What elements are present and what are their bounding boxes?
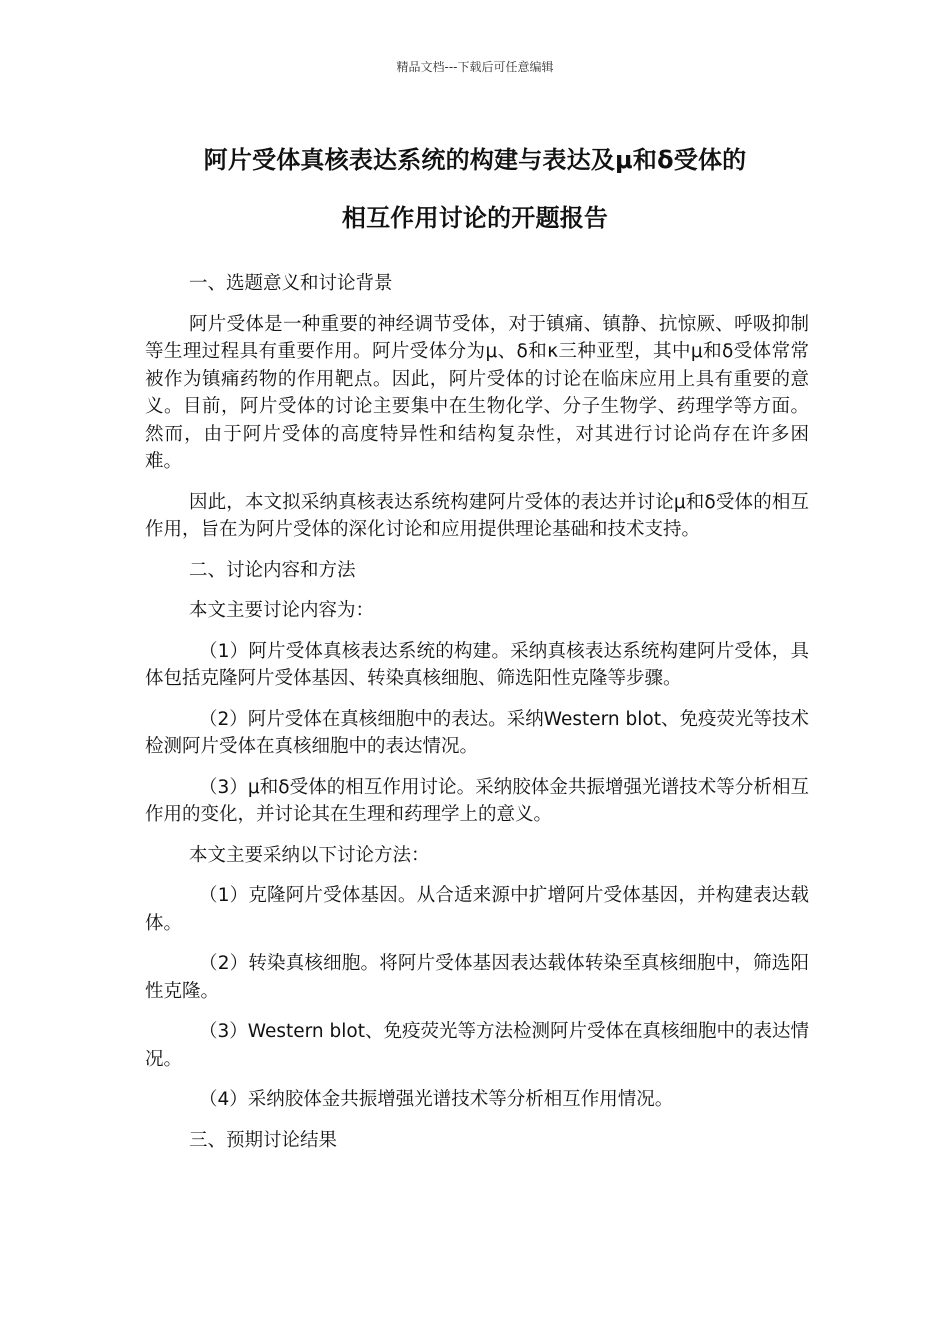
section-3-heading: 三、预期讨论结果	[189, 1129, 338, 1151]
content-item-1: （1）阿片受体真核表达系统的构建。采纳真核表达系统构建阿片受体，具体包括克隆阿片受体基因、转染真核细胞、筛选阳性克隆等步骤。	[145, 640, 809, 689]
document-title	[140, 131, 810, 247]
section-1-heading: 一、选题意义和讨论背景	[189, 273, 393, 294]
title-line-2: 相互作用讨论的开题报告	[341, 204, 609, 232]
section-1-paragraph-2: 因此，本文拟采纳真核表达系统构建阿片受体的表达并讨论μ和δ受体的相互作用，旨在为阿片受体的深化讨论和应用提供理论基础和技术支持。	[145, 491, 809, 540]
section-1-paragraph-1: 阿片受体是一种重要的神经调节受体，对于镇痛、镇静、抗惊厥、呼吸抑制等生理过程具有重要作用。阿片受体分为μ、δ和κ三种亚型，其中μ和δ受体常常被作为镇痛药物的作用靶点。因此，阿片受体的讨论在临床应用上具有重要的意义。目前，阿片受体的讨论主要集中在生物化学、分子生物学、药理学等方面。然而，由于阿片受体的高度特异性和结构复杂性，对其进行讨论尚存在许多困难。	[145, 313, 809, 472]
content-item-3: （3）μ和δ受体的相互作用讨论。采纳胶体金共振增强光谱技术等分析相互作用的变化，并讨论其在生理和药理学上的意义。	[145, 776, 809, 825]
title-line-1: 阿片受体真核表达系统的构建与表达及μ和δ受体的	[203, 146, 747, 174]
page-header: 精品文档---下载后可任意编辑	[396, 60, 554, 74]
document-body	[145, 270, 809, 1167]
method-item-3: （3）Western blot、免疫荧光等方法检测阿片受体在真核细胞中的表达情况。	[145, 1021, 809, 1070]
section-2-heading: 二、讨论内容和方法	[189, 559, 356, 581]
methods-intro: 本文主要采纳以下讨论方法：	[189, 844, 430, 866]
method-item-2: （2）转染真核细胞。将阿片受体基因表达载体转染至真核细胞中，筛选阳性克隆。	[145, 953, 809, 1002]
content-item-2: （2）阿片受体在真核细胞中的表达。采纳Western blot、免疫荧光等技术检测阿片受体在真核细胞中的表达情况。	[145, 708, 809, 757]
content-intro: 本文主要讨论内容为：	[189, 600, 375, 621]
method-item-4: （4）采纳胶体金共振增强光谱技术等分析相互作用情况。	[199, 1089, 674, 1110]
method-item-1: （1）克隆阿片受体基因。从合适来源中扩增阿片受体基因，并构建表达载体。	[145, 885, 809, 934]
